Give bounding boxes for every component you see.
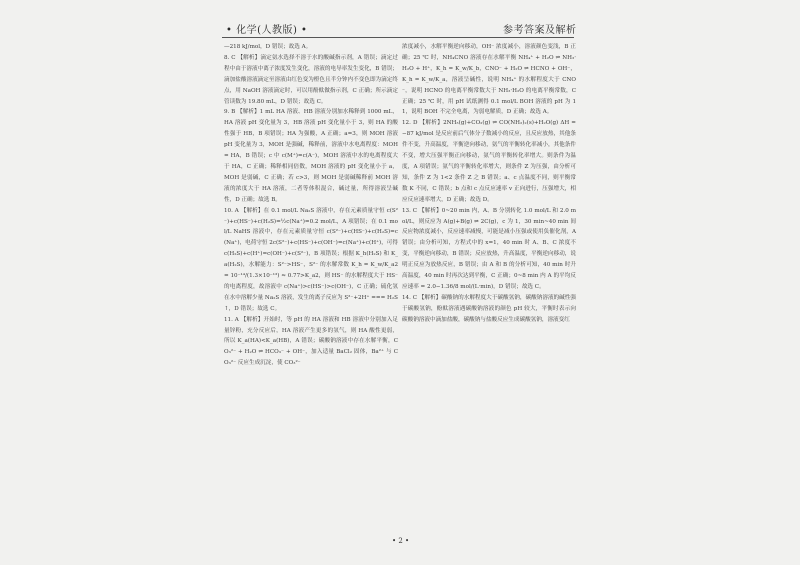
answer-9: 9. B 【解析】1 mL HA 溶液、HB 溶液分别加水稀释到 1000 mL，HA 溶液 pH 变化量为 3，HB 溶液 pH 变化量小于 3，则 HA 的酸性强于 HB，B 项错误；HA 为强酸，A 正确；a=3，则 MOH 溶液 pH 变化量为 3，MOH 是强碱，稀释前，溶液中水电离程度：MOH = HA，B 错误；c 中 c(M⁺)=c(A⁻)，MOH 溶液中水的电离程度大于 HA，C 正确；稀释相同倍数，MOH 溶液的 pH 变化量小于 a，MOH 是弱碱，C 正确；若 c>3，则 MOH 是弱碱稀释前 MOH 溶液的浓度大于 HA 溶液，二者等体积混合，碱过量，所得溶液呈碱性，D 正确；故选 B。 [224,109,398,203]
answer-11-continued: 浓度减小，水解平衡逆向移动，OH⁻ 浓度减小，溶液颜色变浅，B 正确；25 ℃ 时，NH₄CNO 溶液存在水解平衡 NH₄⁺ + H₂O ⇌ NH₃·H₂O + H⁺，K_h = K_w/K_b，CNO⁻ + H₂O ⇌ HCNO + OH⁻，K_h = K_w/K_a，溶液呈碱性，说明 NH₄⁺ 的水解程度大于 CNO⁻，说明 HCNO 的电离平衡常数大于 NH₃·H₂O 的电离平衡常数，C 正确；25 ℃ 时，用 pH 试纸测得 0.1 mol/L BOH 溶液的 pH 为 11，说明 BOH 不完全电离，为弱电解质，D 正确；故选 A。 [402,44,576,116]
header-section-title: 参考答案及解析 [503,25,577,36]
answer-11: 11. A 【解析】开始时，等 pH 的 HA 溶液和 HB 溶液中分别加入足量锌粉，充分反应后，HA 溶液产生更多的氢气，则 HA 酸性更弱，所以 K_a(HA)<K_a(HB)，A 错误；碳酸钠溶液中存在水解平衡，CO₃²⁻ + H₂O ⇌ HCO₃⁻ + OH⁻，加入适量 BaCl₂ 固体，Ba²⁺ 与 CO₃²⁻ 反应生成沉淀，使 CO₃²⁻ [224,316,398,367]
right-column [402,42,576,326]
header-subject: • 化学(人教版) • [226,25,308,36]
answer-8: 8. C 【解析】滴定氨水选择不溶于水的酸碱指示剂，A 错误；滴定过程中由于溶液中离子浓度发生变化，溶液的电导率发生变化，B 错误；滴加盐酸溶液滴定至溶液由红色变为橙色且半分钟内不变色即为滴定终点，用 NaOH 溶液滴定时，可以用酚酞做指示剂，C 正确；所示滴定管读数为 19.80 mL，D 错误；故选 C。 [224,54,398,105]
page-number: • 2 • [392,537,410,545]
answer-13: 13. C 【解析】0~20 min 内，A、B 分别转化 1.0 mol/L 和 2.0 mol/L，则反应为 A(g)+B(g) ⇌ 2C(g)，c 为 1，30 min~40 min 间反应物浓度减小，反应速率减慢，可能是减小压强或使用负催化剂，A 错误；由分析可知，方程式中的 x=1，40 min 时 A、B、C 浓度不变，平衡逆向移动，B 错误；反应放热，升高温度，平衡逆向移动，说明正反应为放热反应，B 错误；由 A 和 B 的分析可知，40 min 时升高温度，40 min 时再次达到平衡，C 正确；0~8 min 内 A 的平均反应速率 = 2.0−1.36/8 mol/(L·min)，D 错误；故选 C。 [402,207,576,290]
left-paragraph: —218 kJ/mol，D 错误；故选 A。 [224,44,312,50]
left-column [224,42,398,369]
answer-14: 14. C 【解析】碳酸钠的水解程度大于碳酸氢钠，碳酸钠溶液的碱性强于碳酸氢钠，酚酞溶液遇碳酸钠溶液的颜色 pH 较大，平衡时表示向碳酸钠溶液中滴加盐酸，碳酸钠与盐酸反应生成碳酸氢钠，溶液变红 [402,294,576,323]
answer-10: 10. A 【解析】在 0.1 mol/L Na₂S 溶液中，存在元素质量守恒 c(S²⁻)+c(HS⁻)+c(H₂S)=½c(Na⁺)=0.2 mol/L，A 项错误；在 0.1 mol/L NaHS 溶液中，存在元素质量守恒 c(S²⁻)+c(HS⁻)+c(H₂S)=c(Na⁺)，电荷守恒 2c(S²⁻)+c(HS⁻)+c(OH⁻)=c(Na⁺)+c(H⁺)，可得 c(H₂S)+c(H⁺)=c(OH⁻)+c(S²⁻)，B 项错误；根据 K_h(H₂S) 和 K_a(H₂S)，水解能力：S²⁻>HS⁻，S²⁻ 的水解常数 K_h = K_w/K_a2 = 10⁻¹⁴/(1.3×10⁻¹³) ≈ 0.77>K_a2，则 HS⁻ 的水解程度大于 HS⁻ 的电离程度，故溶液中 c(Na⁺)>c(HS⁻)>c(OH⁻)，C 正确；硫化氢在水中溶解少量 Na₂S 溶液，发生的离子反应为 S²⁻+2H⁺ === H₂S↑，D 错误；故选 C。 [224,207,398,312]
header-divider [222,37,574,38]
answer-12: 12. D 【解析】2NH₃(g)+CO₂(g) ⇌ CO(NH₂)₂(s)+H₂O(g) ΔH = −87 kJ/mol 是反应前后气体分子数减小的反应，且反应放热，其他条件不变，升高温度，平衡逆向移动，氨气的平衡转化率减小，其他条件不变，增大压强平衡正向移动，氨气的平衡转化率增大。则条件为温度，A 项错误；氨气的平衡转化率增大，则条件 Z 为压强，由分析可知，条件 Z 为 1<2 条件 Z 之 B 错误；a、c 点温度不同，则平衡常数 K 不同，C 错误；b 点和 c 点反应速率 v 正向进行，压强增大，相应反应速率增大，D 正确；故选 D。 [402,120,576,203]
